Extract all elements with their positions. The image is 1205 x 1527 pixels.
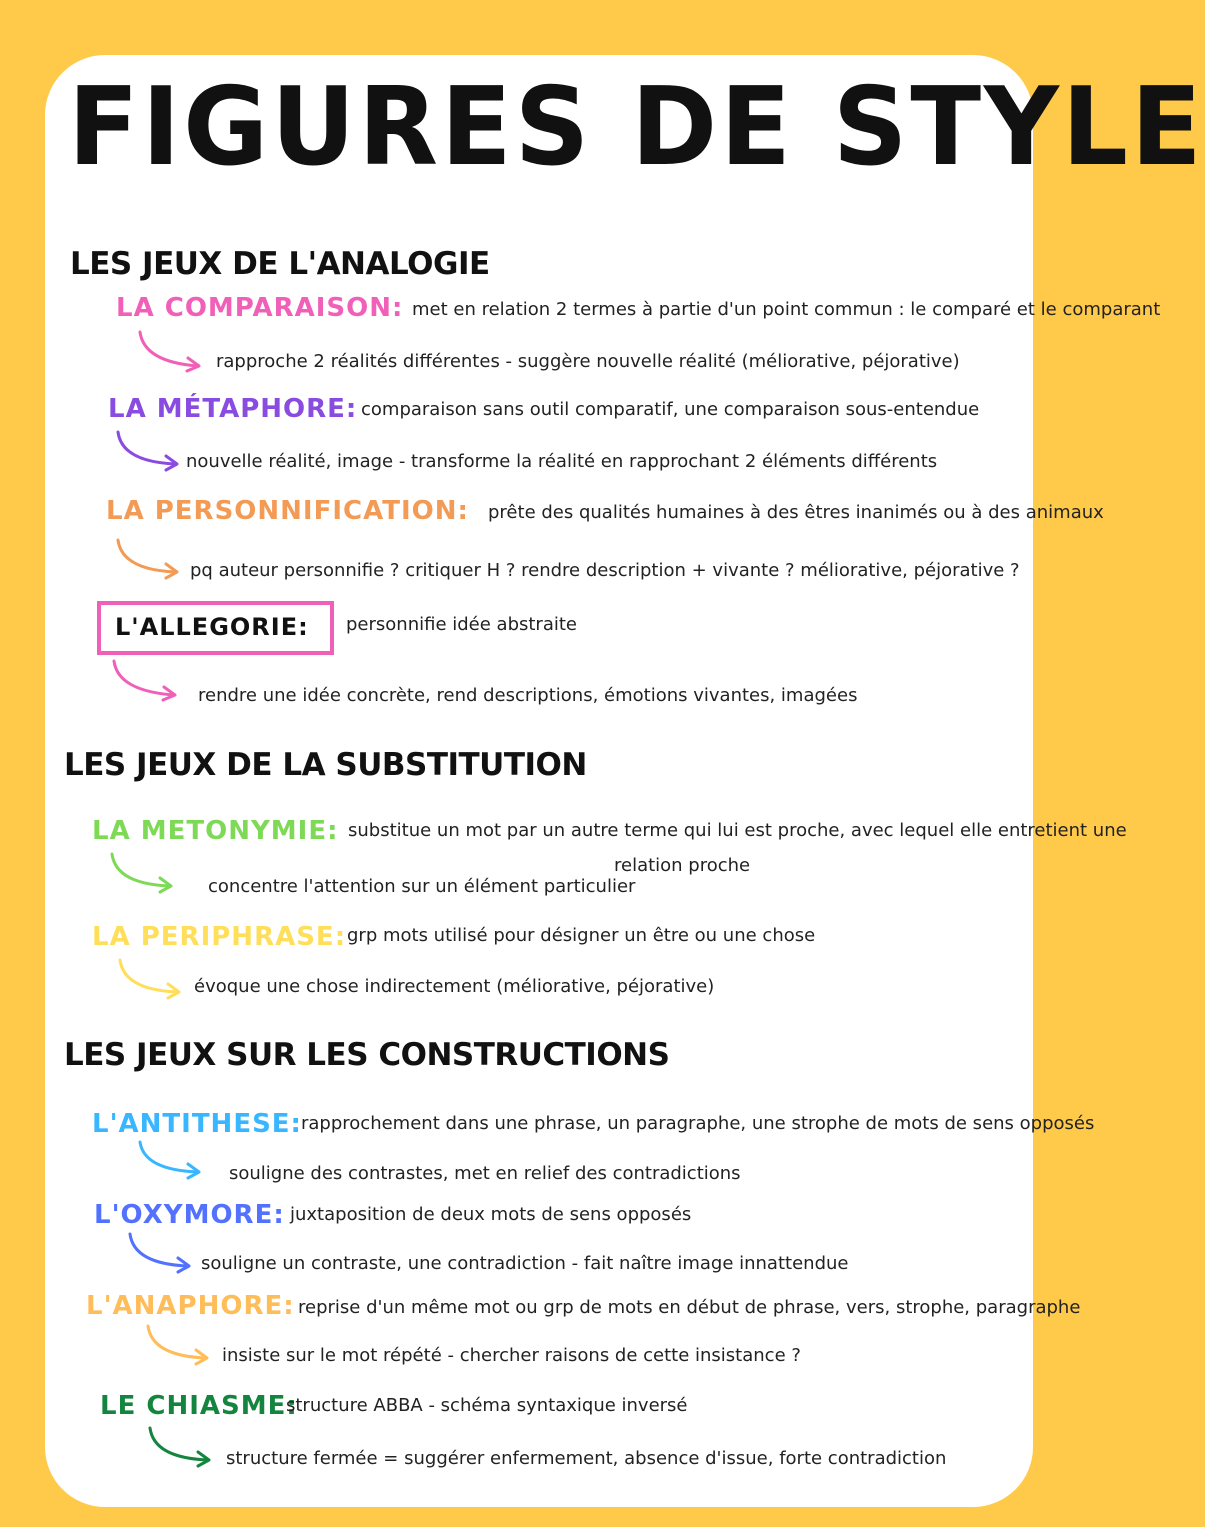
arrow-icon [126,1232,196,1276]
definition-metonymie-continued: relation proche [614,855,751,876]
section-heading-analogie: LES JEUX DE L'ANALOGIE [70,246,490,282]
definition-metonymie: substitue un mot par un autre terme qui lui est proche, avec lequel elle entretient une [348,820,1127,841]
section-heading-substitution: LES JEUX DE LA SUBSTITUTION [64,747,587,783]
definition-comparaison: met en relation 2 termes à partie d'un point commun : le comparé et le comparant [412,299,1161,320]
note-metonymie: concentre l'attention sur un élément particulier [208,876,636,897]
term-chiasme: LE CHIASME: [100,1391,298,1421]
definition-allegorie: personnifie idée abstraite [346,614,577,635]
term-personnification: LA PERSONNIFICATION: [106,496,469,526]
term-metaphore: LA MÉTAPHORE: [108,394,358,424]
arrow-icon [146,1426,216,1470]
definition-chiasme: structure ABBA - schéma syntaxique inversé [286,1395,688,1416]
note-antithese: souligne des contrastes, met en relief des contradictions [229,1163,741,1184]
note-personnification: pq auteur personnifie ? critiquer H ? rendre description + vivante ? méliorative, péjorative ? [190,560,1020,581]
note-comparaison: rapproche 2 réalités différentes - suggère nouvelle réalité (méliorative, péjorative) [216,351,960,372]
arrow-icon [136,1138,206,1182]
definition-antithese: rapprochement dans une phrase, un paragraphe, une strophe de mots de sens opposés [301,1113,1095,1134]
note-anaphore: insiste sur le mot répété - chercher raisons de cette insistance ? [222,1345,801,1366]
note-allegorie: rendre une idée concrète, rend descriptions, émotions vivantes, imagées [198,685,858,706]
definition-anaphore: reprise d'un même mot ou grp de mots en début de phrase, vers, strophe, paragraphe [298,1297,1081,1318]
arrow-icon [136,328,206,372]
arrow-icon [114,428,184,472]
term-oxymore: L'OXYMORE: [94,1200,285,1230]
definition-metaphore: comparaison sans outil comparatif, une comparaison sous-entendue [361,399,980,420]
term-anaphore: L'ANAPHORE: [86,1291,295,1321]
arrow-icon [116,956,186,1000]
note-chiasme: structure fermée = suggérer enfermement, absence d'issue, forte contradiction [226,1448,947,1469]
definition-periphrase: grp mots utilisé pour désigner un être ou une chose [347,925,816,946]
term-antithese: L'ANTITHESE: [92,1109,302,1139]
arrow-icon [114,536,184,580]
term-comparaison: LA COMPARAISON: [116,293,404,323]
arrow-icon [110,657,180,701]
page-title: FIGURES DE STYLE [68,65,1205,190]
note-metaphore: nouvelle réalité, image - transforme la réalité en rapprochant 2 éléments différents [186,451,938,472]
term-metonymie: LA METONYMIE: [92,816,339,846]
definition-oxymore: juxtaposition de deux mots de sens opposés [290,1204,692,1225]
arrow-icon [108,850,178,894]
section-heading-constructions: LES JEUX SUR LES CONSTRUCTIONS [64,1037,670,1073]
note-oxymore: souligne un contraste, une contradiction - fait naître image innattendue [201,1253,849,1274]
term-periphrase: LA PERIPHRASE: [92,922,347,952]
term-allegorie: L'ALLEGORIE: [97,601,334,655]
note-periphrase: évoque une chose indirectement (méliorative, péjorative) [194,976,715,997]
arrow-icon [144,1324,214,1368]
definition-personnification: prête des qualités humaines à des êtres inanimés ou à des animaux [488,502,1104,523]
